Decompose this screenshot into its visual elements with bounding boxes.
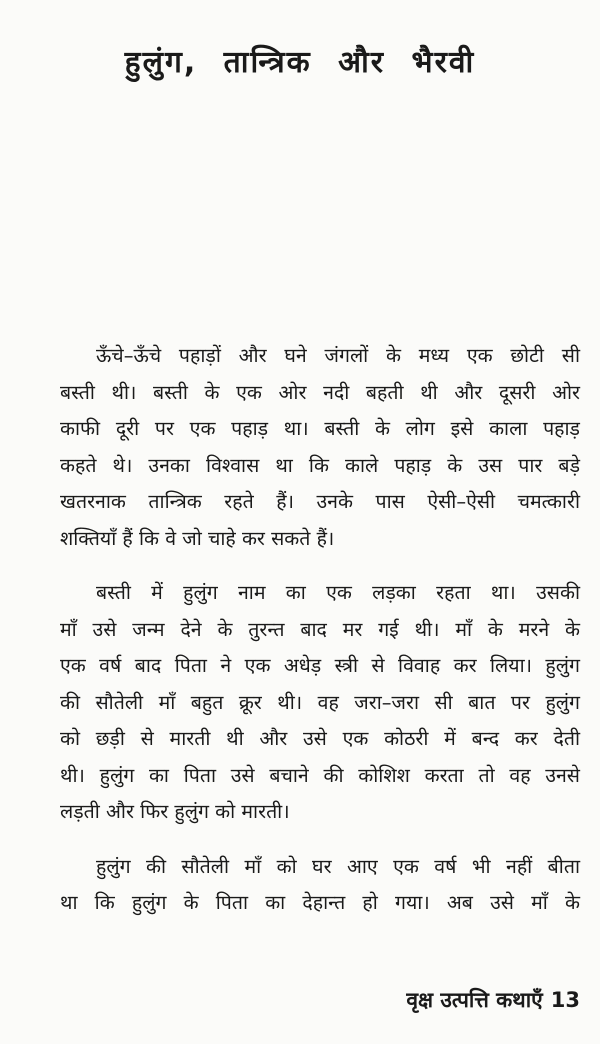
text-line: लड़ती और फिर हुलुंग को मारती। <box>60 800 290 823</box>
text-line: थी। हुलुंग का पिता उसे बचाने की कोशिश करता तो वह उनसे <box>60 763 580 787</box>
text-line: माँ उसे जन्म देने के तुरन्त बाद मर गई थी। माँ के मरने के <box>60 617 580 641</box>
text-line: बस्ती में हुलुंग नाम का एक लड़का रहता था। उसकी <box>96 581 580 604</box>
running-book-title: वृक्ष उत्पत्ति कथाएँ <box>406 988 543 1012</box>
paragraph-3 <box>60 849 580 922</box>
text-line: हुलुंग की सौतेली माँ को घर आए एक वर्ष भी नहीं बीता <box>96 854 580 878</box>
text-line: खतरनाक तान्त्रिक रहते हैं। उनके पास ऐसी–ऐसी चमत्कारी <box>60 490 580 513</box>
paragraph-2 <box>60 575 580 831</box>
text-line: था कि हुलुंग के पिता का देहान्त हो गया। अब उसे माँ के <box>60 891 580 914</box>
page-footer <box>406 986 580 1014</box>
text-line: शक्तियाँ हैं कि वे जो चाहे कर सकते हैं। <box>60 526 335 550</box>
page-number: 13 <box>550 988 580 1012</box>
paragraph-1 <box>60 338 580 557</box>
text-line: की सौतेली माँ बहुत क्रूर थी। वह जरा–जरा सी बात पर हुलुंग <box>60 690 580 714</box>
text-line: को छड़ी से मारती थी और उसे एक कोठरी में बन्द कर देती <box>60 727 580 750</box>
text-line: ऊँचे–ऊँचे पहाड़ों और घने जंगलों के मध्य एक छोटी सी <box>96 344 580 367</box>
text-line: एक वर्ष बाद पिता ने एक अधेड़ स्त्री से विवाह कर लिया। हुलुंग <box>60 654 580 677</box>
chapter-title: हुलुंग, तान्त्रिक और भैरवी <box>124 45 476 80</box>
body-text <box>60 338 580 940</box>
text-line: काफी दूरी पर एक पहाड़ था। बस्ती के लोग इसे काला पहाड़ <box>60 417 580 440</box>
text-line: बस्ती थी। बस्ती के एक ओर नदी बहती थी और दूसरी ओर <box>60 380 580 404</box>
text-line: कहते थे। उनका विश्वास था कि काले पहाड़ के उस पार बड़े <box>60 453 580 477</box>
